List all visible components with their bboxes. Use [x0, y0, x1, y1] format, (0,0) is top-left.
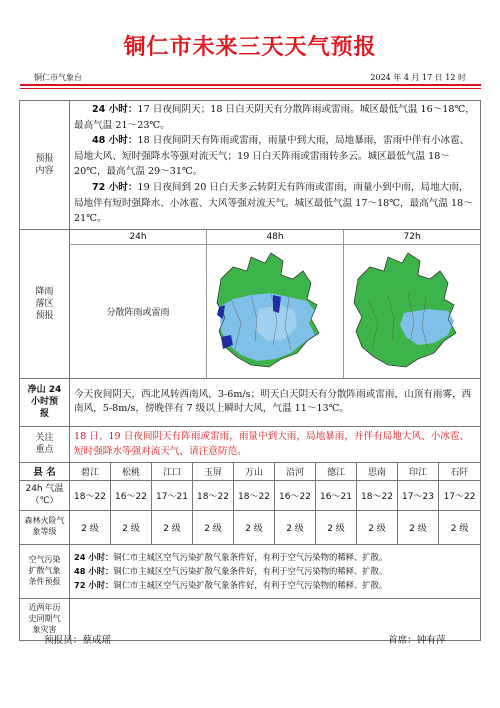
county-temp: 18～22 [70, 480, 111, 510]
county-fire-risk: 2 级 [70, 510, 111, 544]
rain-map-48h-image [211, 249, 351, 373]
county-name: 石阡 [439, 462, 481, 480]
county-name: 江口 [152, 462, 193, 480]
county-fire-risk: 2 级 [275, 510, 316, 544]
county-name: 玉屏 [193, 462, 234, 480]
chief-forecaster: 首席：钟有萍 [388, 635, 446, 646]
county-fire-risk: 2 级 [439, 510, 481, 544]
map-72h [343, 245, 480, 378]
forecast-content: 24 小时：17 日夜间阴天；18 日白天阴天有分散阵雨或雷雨。城区最低气温 16～18℃，最高气温 21～23℃。 48 小时：18 日夜间阴天有阵雨或雷雨，雨量中到大雨，局地暴雨，雷雨中伴有小冰雹、局地大风、短时强降水等强对流天气；19 日白天阵雨或雷雨转多云。城区最低气温 18～20℃，最高气温 29～31℃。 72 小时：19 日夜间到 20 日白天多云转阴天有阵雨或雷雨，雨量小到中雨，局地大雨，局地伴有短时强降水、小冰雹、大风等强对流天气。城区最低气温 17～18℃，最高气温 18～21℃。 [70, 101, 481, 230]
county-name: 思南 [357, 462, 398, 480]
temp-label: 24h 气温 （℃） [20, 480, 70, 510]
county-temp: 16～21 [316, 480, 357, 510]
history-label: 近两年历 史同期气 象灾害 [20, 598, 70, 640]
county-name: 沿河 [275, 462, 316, 480]
county-fire-risk: 2 级 [316, 510, 357, 544]
county-temp: 18～22 [357, 480, 398, 510]
rain-area-label: 降雨 落区 预报 [20, 229, 70, 378]
header-rule [20, 84, 481, 86]
county-fire-risk: 2 级 [193, 510, 234, 544]
county-fire-risk: 2 级 [111, 510, 152, 544]
county-temp: 16～22 [275, 480, 316, 510]
county-fire-risk: 2 级 [357, 510, 398, 544]
county-temp: 17～22 [439, 480, 481, 510]
county-name: 德江 [316, 462, 357, 480]
forecast-table [19, 100, 481, 641]
map-header-48h: 48h [206, 230, 343, 244]
fire-risk-label: 森林火险气 象等级 [20, 510, 70, 544]
jingshan-forecast: 今天夜间阴天，西北风转西南风，3-6m/s；明天白天阴天有分散阵雨或雷雨，山顶有雨雾，西南风，5-8m/s，傍晚伴有 7 级以上瞬时大风，气温 11～13℃。 [70, 378, 481, 426]
focus-label: 关注 重点 [20, 426, 70, 462]
issue-date: 2024 年 4 月 17 日 12 时 [370, 73, 466, 82]
map-header-72h: 72h [343, 230, 480, 244]
county-temp: 17～21 [152, 480, 193, 510]
county-fire-risk: 2 级 [398, 510, 439, 544]
county-name: 印江 [398, 462, 439, 480]
map-24h [70, 245, 206, 378]
forecaster: 预报员：蔡成瑶 [44, 635, 112, 646]
forecast-label: 预报 内容 [20, 101, 70, 230]
rain-map-72h-image [348, 249, 488, 373]
county-fire-risk: 2 级 [234, 510, 275, 544]
header-rule-thin [20, 88, 481, 89]
county-temp: 16～22 [111, 480, 152, 510]
county-temp: 17～23 [398, 480, 439, 510]
county-name: 万山 [234, 462, 275, 480]
page-title: 铜仁市未来三天天气预报 [123, 35, 377, 60]
pollution-forecast: 24 小时：铜仁市主城区空气污染扩散气象条件好，有利于空气污染物的稀释、扩散。 48 小时：铜仁市主城区空气污染扩散气象条件好，有利于空气污染物的稀释、扩散。 72 小时：铜仁市主城区空气污染扩散气象条件好，有利于空气污染物的稀释、扩散。 [70, 544, 481, 598]
county-temp: 18～22 [234, 480, 275, 510]
county-temp: 18～22 [193, 480, 234, 510]
county-header: 县 名 [20, 462, 70, 480]
rain-area-maps [70, 229, 481, 378]
county-name: 松桃 [111, 462, 152, 480]
rain-24h-text: 分散阵雨或雷雨 [106, 307, 170, 318]
jingshan-label: 净山 24 小时预 报 [20, 378, 70, 426]
focus-content: 18 日、19 日夜间阴天有阵雨或雷雨，雨量中到大雨，局地暴雨，并伴有局地大风、小冰雹、短时强降水等强对流天气，请注意防范。 [70, 426, 481, 462]
county-fire-risk: 2 级 [152, 510, 193, 544]
map-header-24h: 24h [129, 231, 147, 242]
map-48h [206, 245, 343, 378]
county-name: 碧江 [70, 462, 111, 480]
pollution-label: 空气污染 扩散气象 条件预报 [20, 544, 70, 598]
issuing-org: 铜仁市气象台 [34, 73, 82, 82]
